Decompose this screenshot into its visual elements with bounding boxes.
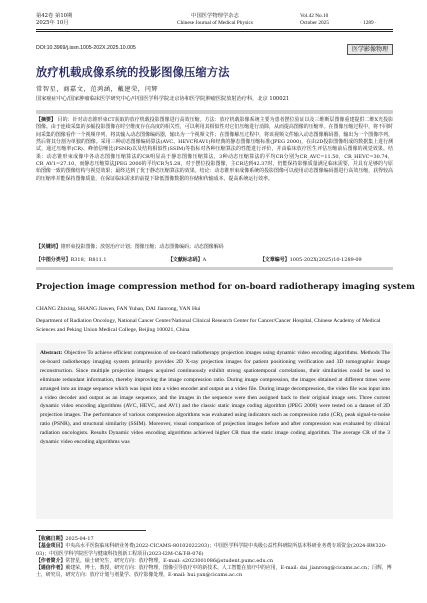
abstract-cn-line: 其相似性对它们压缩进行消除，从而提高图像的压缩率。在图像压缩过程中，将不同时间采集的图像看作一个视频序 (36, 124, 393, 138)
keywords-cn-text: 锥形束投影图像；放射治疗计划；图像压缩；动态图像编码；动态图像解码 (60, 244, 224, 250)
header-vol-en (300, 13, 329, 27)
footnote-text: 戴建荣，博士，教授，研究方向：放疗物理，图像引导放疗中的新技术、人工智能在放疗中的应用，E-mail: dai_jianrong@cicams.ac.cn；闫辉，博士，研究员，研究方向：放疗计划与剂量学、放疗影像处理，E-mail: hui.yan@cicams.ac.cn (36, 565, 392, 579)
abstract-cn-line: CR_AV1=27.10，而静态压缩算法JPEG 2000的平均CR为5.28，对于摆位投影图像，主CR达到42.37时，仍能保持 (36, 161, 298, 168)
page-number: · 1289 · (360, 20, 377, 26)
article-id-label: 【文章编号】 (260, 257, 290, 263)
footnotes (36, 536, 393, 580)
clc-value: R318；R811.1 (70, 257, 107, 263)
header-date-cn: 2025年 10月 (36, 20, 69, 26)
footnote-text: 常智星，硕士研究生，研究方向：放疗物理，E-mail: s2023001086@student.pumc.edu.cn (65, 557, 274, 564)
authors-cn: 常智星，商嘉文，范鸿涵，戴建荣，闫辉 (36, 86, 159, 93)
header-rule (36, 29, 393, 30)
keywords-cn-label: 【关键词】 (36, 244, 61, 250)
abstract-cn-line: 列，将其输入动态图像编码器，输出为一个视频文件；在图像解压过程中，将该视频文件输入动态图像解码器，输出为一 (100, 131, 364, 138)
footnote-text: 中央高水平医院临床科研业务费(2022-CICAMS-80102022203)；中国医学科学院中央级公益性科研院所基本科研业务费专项资金(2024-RW320-03)；中国医学科学院医学与健康科技创新工程项目(2023-I2M-C&T-B-076) (36, 543, 387, 557)
footnote-label: 【收稿日期】 (36, 536, 66, 542)
footnote-label: 【作者简介】 (36, 557, 66, 564)
abstract-cn-label: 【摘要】 (36, 117, 56, 123)
header-month: October 2025 (300, 20, 329, 26)
header-volume-issue: 第42卷 第10期 (36, 13, 73, 19)
abstract-cn-line: 以及三维断层图像重建提供二维X光投影图像。由于连续采集的多幅投影图像在时空维度存在高度的相关性，可以利用 (36, 117, 394, 131)
clc-label: 【中图分类号】 (36, 257, 71, 263)
abstract-en-label: Abstract: (40, 350, 63, 356)
header-journal-cn: 中国医学物理学杂志 (191, 13, 239, 19)
affiliation-cn: 国家癌症中心/国家肿瘤临床医学研究中心/中国医学科学院北京协和医学院肿瘤医院放射治疗科，北京 100021 (36, 96, 290, 102)
footnote-label: 【通信作者】 (36, 565, 66, 572)
doi: DOI:10.3969/j.issn.1005-202X.2025.10.005 (36, 45, 136, 51)
header-vol-no: Vol.42 No.10 (300, 13, 329, 19)
footnote-label: 【基金项目】 (36, 543, 66, 550)
abstract-cn-line: (JPEG 2000)，在由2D投影图像组成的数据集上进行测试，通过压缩率(CR)、峰值信噪比(PSNR)以及结构相似性(SSIM) (36, 139, 394, 153)
abstract-cn-bottom-bar (36, 267, 393, 270)
section-label: 医学影像物理 (347, 44, 393, 55)
abstract-cn-top-bar (36, 110, 393, 114)
abstract-cn-line: 等指标对各种压缩算法的性能进行评价，并由临床放疗医生评估压缩前后图像的视觉效果。结果：动态锥形束成像中 (36, 146, 393, 160)
footnote-text: 2025-04-17 (65, 536, 94, 542)
footnote-row (36, 543, 393, 558)
abstract-en (40, 349, 390, 447)
footnote-rule (36, 530, 146, 531)
article-id-value: 1005-202X(2025)10-1289-09 (289, 257, 362, 263)
classification-cn (36, 257, 393, 264)
header-journal (150, 13, 280, 27)
title-en: Projection image compression method for on-board radiotherapy imaging system (36, 281, 415, 291)
abstract-en-text: Objective To achieve efficient compression of on-board radiotherapy projection images using dynamic video encoding algorithms. Methods The on-board radiotherapy imaging system primarily provides 2D X-ray projection images for patient positioning verification and 3D tomographic image reconstruction. Since multiple projection images acquired continuously exhibit strong spatiotemporal correlations, their similarities could be used to eliminate redundant information, thereby improving the image compression ratio. During image compression, the images obtained at different times were arranged into an image sequence which was input into a video encoder and output as a video file. During image decompression, the video file was input into a video decoder and output as an image sequence, and the images in the sequence were then assigned back to their original image sets. Three current dynamic video encoding algorithms (AVC, HEVC, and AV1) and the classic static image coding algorithm (JPEG 2000) were tested on a dataset of 2D projection images. The performance of various compression algorithms was evaluated using indicators such as compression ratio (CR), peak signal-to-noise ratio (PSNR), and structural similarity (SSIM). Moreover, visual comparison of projection images before and after compression was evaluated by clinical radiation oncologists. Results Dynamic video encoding algorithms achieved higher CR than the static image coding algorithm. The average CR of the 3 dynamic video encoding algorithms was (40, 350, 390, 446)
doc-code-value: A (202, 257, 207, 263)
abstract-cn-line: 在保证临床需求的前提下降低图像数据的存储和传输成本，提高系统运行效率。 (100, 175, 273, 182)
header-volume (36, 13, 72, 27)
abstract-cn (36, 117, 393, 183)
doc-code-label: 【文献标志码】 (168, 257, 203, 263)
title-cn: 放疗机载成像系统的投影图像压缩方法 (36, 66, 230, 79)
footnote-row (36, 565, 393, 580)
header-journal-en: Chinese Journal of Medical Physics (177, 20, 253, 26)
abstract-cn-line: 个图像序列，然后将其分割为单独的图像。采用三种动态图像编码算法(AVC、HEVC和AV1)和经典的静态图像压缩标准 (36, 131, 394, 146)
affiliation-en: Department of Radiation Oncology, National Cancer Center/National Clinical Research Center for Cancer/Cancer Hospital, Chinese Academy of Medical Sciences and Peking Union Medical College, Beijing 100021, China (36, 318, 381, 333)
authors-en: CHANG Zhixing, SHANG Jiawen, FAN Yuhan, DAI Jianrong, YAN Hui (36, 306, 201, 312)
abstract-cn-line: 结论：动态锥形束成像系统的投影图像可以使用动态图像编码器进行高效压缩，获得较高的压缩率并能保持图像质量， (36, 168, 394, 182)
keywords-cn (36, 244, 393, 251)
abstract-cn-line: 目的：针对动态锥形束CT获取的放疗机载投影图像进行高效压缩。方法：放疗机载影像系统主要为患者摆位验证 (57, 117, 305, 123)
header-rule-thin (36, 31, 393, 32)
abstract-cn-line: 各动态图像压缩算法的CR明显高于静态图像压缩算法，3种动态压缩算法的平均CR分别为CR_AVC=11.50，CR_HEVC=30.74， (89, 153, 393, 160)
abstract-cn-line: 影像质量满足临床需要，并具有足够的与原始图像一致的图像结构与视觉效果；最终达到了优于静态压缩算法的效果。 (36, 161, 393, 175)
